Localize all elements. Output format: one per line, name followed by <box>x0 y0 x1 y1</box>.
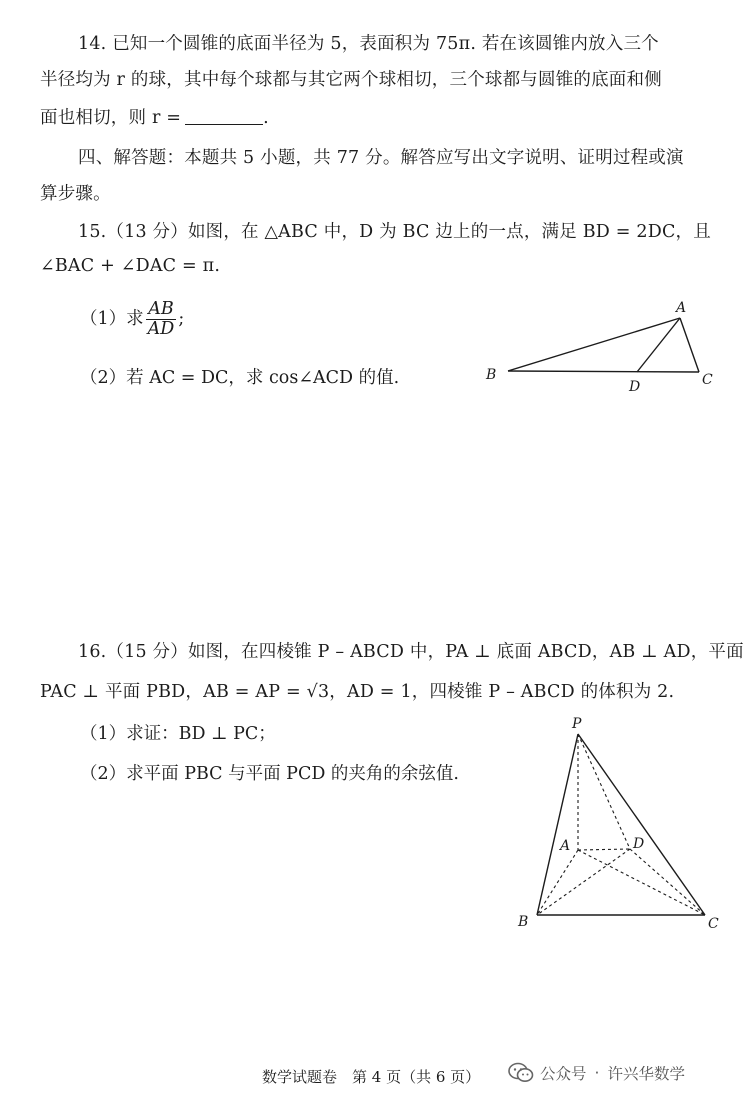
q14-line-2: 半径均为 r 的球，其中每个球都与其它两个球相切，三个球都与圆锥的底面和侧 <box>40 70 662 90</box>
q16-line-1: 16.（15 分）如图，在四棱锥 P – ABCD 中，PA ⊥ 底面 ABCD，AB ⊥ AD，平面 <box>78 642 744 662</box>
section-4-line-1: 四、解答题：本题共 5 小题，共 77 分。解答应写出文字说明、证明过程或演 <box>78 148 684 168</box>
q16-edge-ab <box>537 850 578 915</box>
q14-line-3 <box>40 104 269 129</box>
q16-label-a: A <box>560 838 571 854</box>
watermark-text-2: 许兴华数学 <box>607 1065 685 1083</box>
q16-pyramid-figure <box>500 712 730 942</box>
q15-label-b: B <box>486 367 497 383</box>
q16-diagonal-ac <box>578 850 705 915</box>
q15-label-d: D <box>629 379 641 395</box>
watermark-separator: · <box>594 1064 600 1082</box>
page-footer: 数学试题卷 第 4 页（共 6 页） <box>262 1068 481 1086</box>
q16-edge-pc <box>578 734 705 915</box>
q16-label-p: P <box>572 716 582 732</box>
q14-line-1: 14. 已知一个圆锥的底面半径为 5，表面积为 75π. 若在该圆锥内放入三个 <box>78 34 659 54</box>
watermark <box>508 1062 685 1084</box>
q16-part-1: （1）求证：BD ⊥ PC； <box>80 724 276 744</box>
q15-part-1-suffix: ; <box>178 309 185 329</box>
q15-part-1 <box>80 300 184 339</box>
q15-part-2: （2）若 AC = DC，求 cos∠ACD 的值. <box>80 368 400 388</box>
q15-triangle-figure <box>470 290 730 400</box>
q14-line-3-text: 面也相切，则 r = <box>40 108 182 128</box>
watermark-text-1: 公众号 <box>540 1065 587 1083</box>
q15-line-1: 15.（13 分）如图，在 △ABC 中，D 为 BC 边上的一点，满足 BD = 2DC，且 <box>78 222 711 242</box>
q15-line-2: ∠BAC + ∠DAC = π. <box>40 256 221 276</box>
answer-blank <box>185 110 263 125</box>
q15-edge-bc <box>508 371 699 372</box>
q16-label-b: B <box>518 914 529 930</box>
q15-edge-ac <box>680 318 699 372</box>
q16-diagonal-bd <box>537 849 630 915</box>
q16-edge-pd <box>578 734 630 849</box>
q16-line-2: PAC ⊥ 平面 PBD，AB = AP = √3，AD = 1，四棱锥 P – ABCD 的体积为 2. <box>40 682 675 702</box>
q15-label-c: C <box>702 372 713 388</box>
q14-line-3-end: . <box>263 108 269 128</box>
q16-label-d: D <box>633 836 645 852</box>
section-4-line-2: 算步骤。 <box>40 184 111 204</box>
q16-edge-dc <box>630 849 705 915</box>
q15-fraction <box>146 300 177 339</box>
q15-fraction-num: AB <box>146 300 177 320</box>
q15-edge-ab <box>508 318 680 371</box>
wechat-icon <box>508 1062 534 1084</box>
q15-fraction-den: AD <box>147 319 175 339</box>
q15-label-a: A <box>676 300 687 316</box>
q16-edge-pb <box>537 734 578 915</box>
q16-part-2: （2）求平面 PBC 与平面 PCD 的夹角的余弦值. <box>80 764 459 784</box>
q16-label-c: C <box>708 916 719 932</box>
q15-edge-ad <box>637 318 680 372</box>
q16-edge-ad <box>578 849 630 850</box>
q15-part-1-prefix: （1）求 <box>80 309 144 329</box>
